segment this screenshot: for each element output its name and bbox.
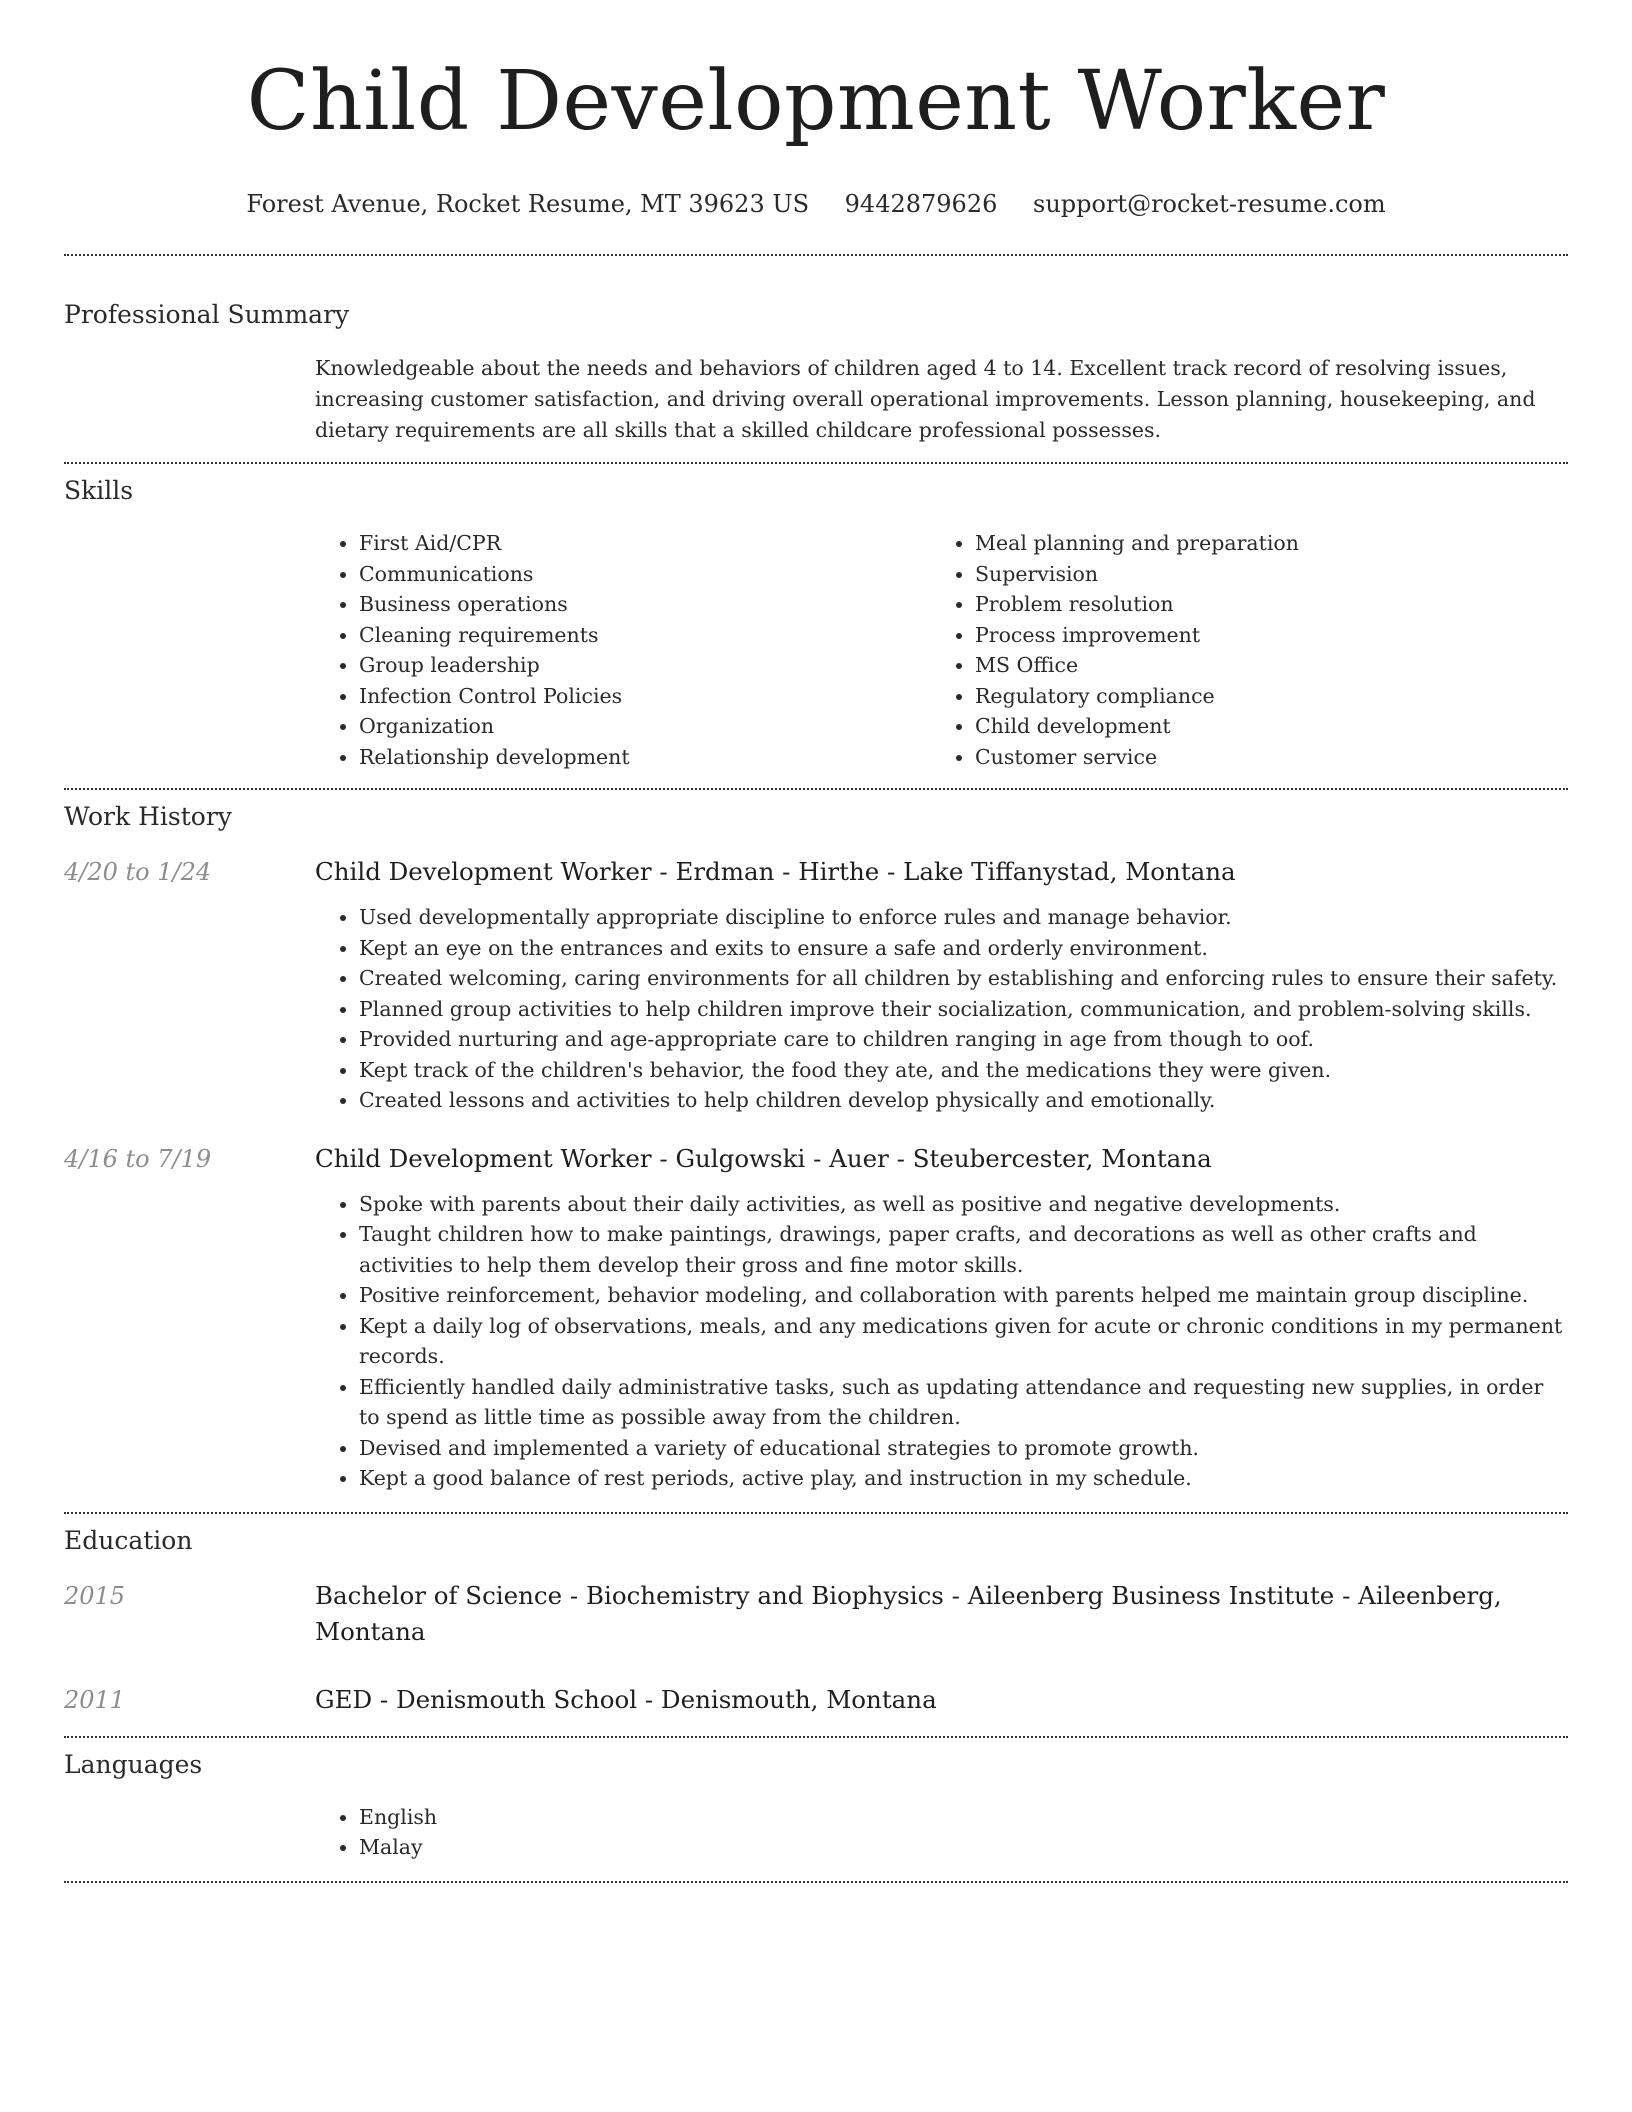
- skill-item: • Relationship development: [359, 742, 931, 773]
- job-bullet: • Positive reinforcement, behavior modeling, and collaboration with parents helped me maintain group discipline.: [359, 1280, 1568, 1311]
- education-heading-text: GED - Denismouth School - Denismouth, Montana: [315, 1684, 937, 1714]
- work-section: [64, 790, 1568, 1494]
- languages-list: [315, 1802, 1568, 1863]
- job-bullet: • Provided nurturing and age-appropriate care to children ranging in age from though to oof.: [359, 1024, 1568, 1055]
- job-bullet: • Created welcoming, caring environments for all children by establishing and enforcing rules to ensure their safety.: [359, 963, 1568, 994]
- job-dates: 4/20 to 1/24: [64, 858, 212, 886]
- contact-address: Forest Avenue, Rocket Resume, MT 39623 US: [246, 190, 810, 218]
- education-heading-text: Bachelor of Science - Biochemistry and Biophysics - Aileenberg Business Institute - Aileenberg, Montana: [315, 1580, 1502, 1646]
- job-bullet: • Kept track of the children's behavior, the food they ate, and the medications they were given.: [359, 1055, 1568, 1086]
- skill-item: • Supervision: [975, 559, 1547, 590]
- skill-item: • First Aid/CPR: [359, 528, 931, 559]
- contact-phone: 9442879626: [844, 190, 998, 218]
- job-heading: Child Development Worker - Gulgowski - Auer - Steubercester, Montana: [315, 1143, 1212, 1173]
- divider: [64, 1881, 1568, 1883]
- language-item: • English: [359, 1802, 1568, 1833]
- job-bullet: • Used developmentally appropriate discipline to enforce rules and manage behavior.: [359, 902, 1568, 933]
- job-heading: Child Development Worker - Erdman - Hirthe - Lake Tiffanystad, Montana: [315, 857, 1236, 886]
- job-bullet: • Kept an eye on the entrances and exits to ensure a safe and orderly environment.: [359, 933, 1568, 964]
- skill-item: • Problem resolution: [975, 589, 1547, 620]
- job-bullet: • Kept a good balance of rest periods, active play, and instruction in my schedule.: [359, 1463, 1568, 1494]
- skills-heading: Skills: [64, 476, 134, 505]
- education-year: 2011: [64, 1685, 126, 1714]
- languages-heading: Languages: [64, 1749, 203, 1779]
- job-bullet: • Devised and implemented a variety of educational strategies to promote growth.: [359, 1433, 1568, 1464]
- skill-item: • Cleaning requirements: [359, 620, 931, 651]
- contact-email: support@rocket-resume.com: [1033, 190, 1386, 218]
- skill-item: • Customer service: [975, 742, 1547, 773]
- job-bullet: • Spoke with parents about their daily activities, as well as positive and negative developments.: [359, 1189, 1568, 1220]
- job-bullet: • Created lessons and activities to help children develop physically and emotionally.: [359, 1085, 1568, 1116]
- skills-section: [64, 464, 1568, 772]
- summary-text: Knowledgeable about the needs and behaviors of children aged 4 to 14. Excellent track record of resolving issues, increasing customer satisfaction, and driving overall operational improvements. Lesson planning, housekeeping, and dietary requirements are all skills that a skilled childcare professional possesses.: [315, 356, 1536, 442]
- skill-item: • Group leadership: [359, 650, 931, 681]
- skill-item: • MS Office: [975, 650, 1547, 681]
- skill-item: • Communications: [359, 559, 931, 590]
- education-year: 2015: [64, 1581, 126, 1610]
- skill-item: • Meal planning and preparation: [975, 528, 1547, 559]
- education-entry: [64, 1682, 1568, 1718]
- skill-item: • Process improvement: [975, 620, 1547, 651]
- skills-list-right: [931, 528, 1547, 772]
- skill-item: • Child development: [975, 711, 1547, 742]
- skill-item: • Business operations: [359, 589, 931, 620]
- job-bullets: [315, 902, 1568, 1116]
- job-bullets: [315, 1189, 1568, 1494]
- language-item: • Malay: [359, 1832, 1568, 1863]
- education-section: [64, 1514, 1568, 1718]
- contact-line: [64, 188, 1568, 220]
- job-entry: [64, 854, 1568, 1116]
- skill-item: • Organization: [359, 711, 931, 742]
- skill-item: • Regulatory compliance: [975, 681, 1547, 712]
- summary-section: [64, 256, 1568, 446]
- job-bullet: • Planned group activities to help children improve their socialization, communication, and problem-solving skills.: [359, 994, 1568, 1025]
- education-heading: Education: [64, 1525, 193, 1555]
- work-heading: Work History: [64, 802, 232, 831]
- job-bullet: • Kept a daily log of observations, meals, and any medications given for acute or chronic conditions in my permanent records.: [359, 1311, 1568, 1372]
- job-bullet: • Efficiently handled daily administrative tasks, such as updating attendance and requesting new supplies, in order to spend as little time as possible away from the children.: [359, 1372, 1568, 1433]
- education-entry: [64, 1578, 1568, 1650]
- job-dates: 4/16 to 7/19: [64, 1144, 212, 1173]
- candidate-name: Child Development Worker: [246, 54, 1386, 149]
- job-bullet: • Taught children how to make paintings, drawings, paper crafts, and decorations as well as other crafts and activities to help them develop their gross and fine motor skills.: [359, 1219, 1568, 1280]
- languages-section: [64, 1738, 1568, 1863]
- skill-item: • Infection Control Policies: [359, 681, 931, 712]
- summary-heading: Professional Summary: [64, 300, 350, 329]
- job-entry: [64, 1141, 1568, 1494]
- skills-list-left: [315, 528, 931, 772]
